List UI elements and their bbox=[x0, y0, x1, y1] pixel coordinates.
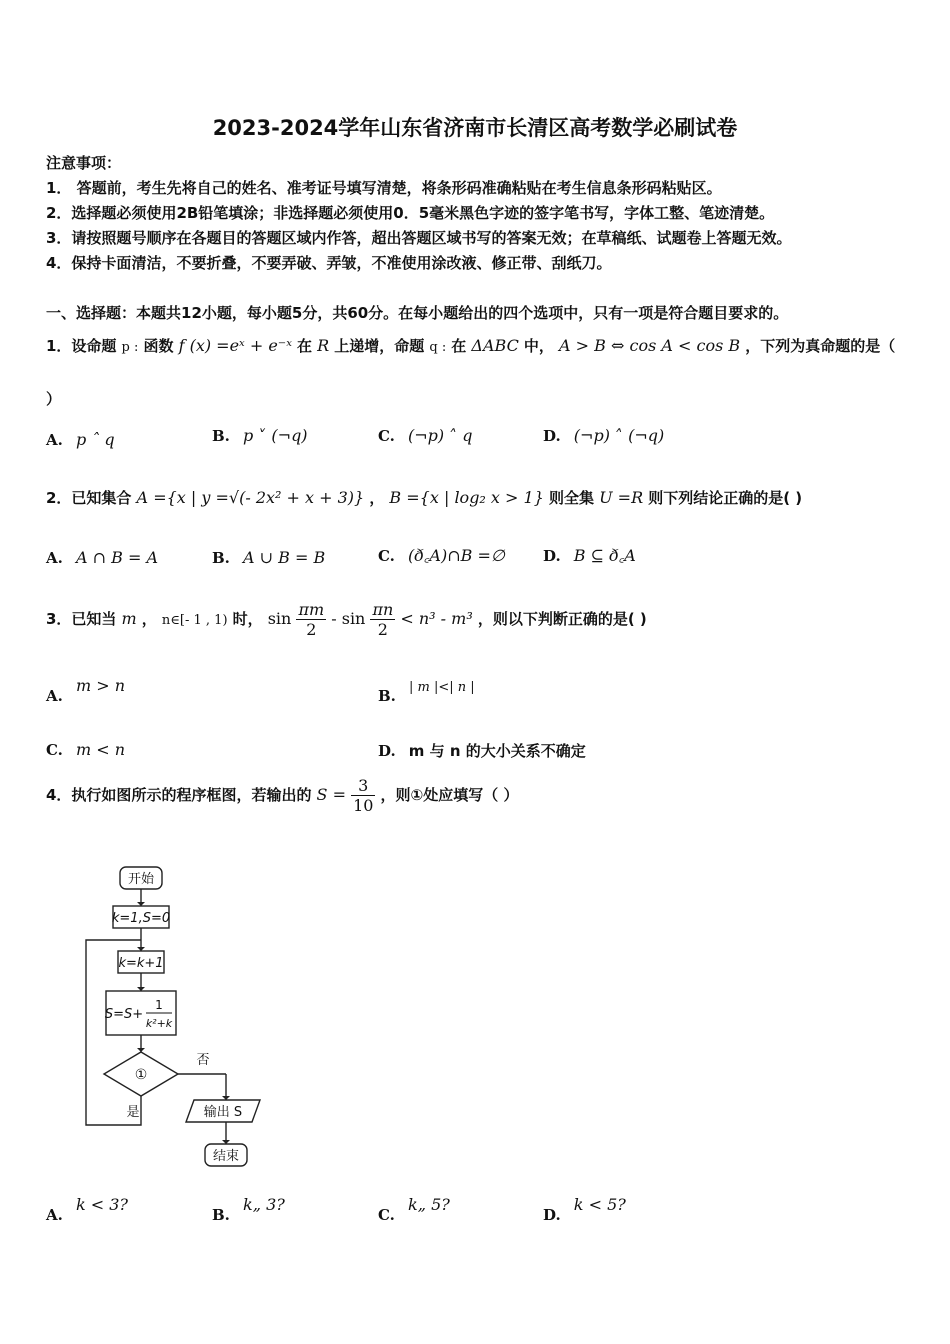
q1-R: R bbox=[317, 336, 330, 355]
notice-item: 2．选择题必须使用2B铅笔填涂；非选择题必须使用0．5毫米黑色字迹的签字笔书写，字体工整、笔迹清楚。 bbox=[46, 204, 775, 222]
section-heading: 一、选择题：本题共12小题，每小题5分，共60分。在每小题给出的四个选项中，只有一项是符合题目要求的。 bbox=[46, 304, 789, 322]
q3-option-c: C. m < n bbox=[46, 740, 126, 759]
flow-sum-numerator: 1 bbox=[155, 998, 163, 1012]
q4-option-a: A. k < 3? bbox=[46, 1195, 128, 1224]
q3-option-a: A. m > n bbox=[46, 676, 126, 705]
q1-text: 函数 bbox=[143, 337, 174, 355]
flow-sum-denominator: k²+k bbox=[145, 1017, 173, 1030]
q2-set-b: B ={x | log₂ x > 1} bbox=[389, 488, 544, 507]
flow-condition-text: ① bbox=[134, 1067, 148, 1083]
q1-text: 中， bbox=[523, 337, 554, 355]
question-4-stem: 4．执行如图所示的程序框图，若输出的 S = $\frac{3}{10}$ ，则①处应填写（ ） bbox=[46, 776, 519, 815]
q2-option-c: C. (ð꜀A)∩B =∅ bbox=[378, 546, 505, 565]
q3-fraction: $\frac{\pi m}{2}$ bbox=[298, 600, 325, 639]
q1-function: f (x) =eˣ + e⁻ˣ bbox=[178, 336, 292, 355]
q1-p: p : bbox=[121, 340, 139, 355]
flow-output-text: 输出 S bbox=[203, 1105, 243, 1120]
notice-item: 4．保持卡面清洁，不要折叠，不要弄破、弄皱，不准使用涂改液、修正带、刮纸刀。 bbox=[46, 254, 612, 272]
flow-step-text: k=k+1 bbox=[118, 956, 164, 971]
q1-triangle: ΔABC bbox=[471, 336, 519, 355]
q1-text: ，下列为真命题的是（ bbox=[745, 337, 896, 355]
q1-option-a: A. p ˆ q bbox=[46, 430, 115, 449]
notice-heading: 注意事项： bbox=[46, 154, 122, 172]
question-2-stem: 2．已知集合 A ={x | y =√(- 2x² + x + 3)} ， B ={x | log₂ x > 1} 则全集 U =R 则下列结论正确的是( ) bbox=[46, 488, 803, 507]
q3-range: n∈[- 1 , 1) bbox=[161, 613, 228, 628]
flowchart bbox=[80, 860, 280, 1180]
q1-option-b: B. p ˅ (¬q) bbox=[212, 426, 308, 445]
q4-option-d: D. k < 5? bbox=[543, 1195, 626, 1224]
q4-option-b: B. k„ 3? bbox=[212, 1195, 285, 1224]
flow-yes-label: 是 bbox=[126, 1105, 140, 1120]
flow-end-text: 结束 bbox=[212, 1149, 240, 1164]
q2-option-d: D. B ⊆ ð꜀A bbox=[543, 546, 636, 565]
flow-start-text: 开始 bbox=[127, 872, 155, 887]
q1-q: q : bbox=[429, 340, 447, 355]
q1-text: 在 bbox=[451, 337, 467, 355]
q4-fraction: $\frac{3}{10}$ bbox=[353, 776, 374, 815]
q1-option-d: D. (¬p) ˄ (¬q) bbox=[543, 426, 665, 445]
q1-condition: A > B ⇔ cos A < cos B bbox=[559, 336, 741, 355]
flow-init-text: k=1,S=0 bbox=[111, 911, 171, 926]
q2-option-a: A. A ∩ B = A bbox=[46, 548, 158, 567]
page-title: 2023-2024学年山东省济南市长清区高考数学必刷试卷 bbox=[212, 116, 738, 140]
q1-option-c: C. (¬p) ˄ q bbox=[378, 426, 473, 445]
q3-fraction: $\frac{\pi n}{2}$ bbox=[372, 600, 394, 639]
question-3-stem: 3．已知当 m ， n∈[- 1 , 1) 时， sin $\frac{\pi m}{2}$ - sin $\frac{\pi n}{2}$ < n³ - m³ ，则以下判断正确的是( ) bbox=[46, 600, 647, 639]
flow-sum-text: S=S+ bbox=[104, 1007, 144, 1022]
q2-universe: U =R bbox=[599, 488, 644, 507]
flow-no-label: 否 bbox=[196, 1053, 210, 1068]
notice-item: 3．请按照题号顺序在各题目的答题区域内作答，超出答题区域书写的答案无效；在草稿纸、试题卷上答题无效。 bbox=[46, 229, 792, 247]
q1-text: 1．设命题 bbox=[46, 337, 117, 355]
q2-set-a: A ={x | y =√(- 2x² + x + 3)} bbox=[136, 488, 365, 507]
q3-option-d: D. m 与 n 的大小关系不确定 bbox=[378, 742, 586, 760]
q4-option-c: C. k„ 5? bbox=[378, 1195, 450, 1224]
notice-item: 1． 答题前，考生先将自己的姓名、准考证号填写清楚，将条形码准确粘贴在考生信息条形码粘贴区。 bbox=[46, 179, 722, 197]
q1-text: 在 bbox=[297, 337, 313, 355]
q1-close-paren: ） bbox=[46, 390, 62, 408]
q2-option-b: B. A ∪ B = B bbox=[212, 548, 326, 567]
question-1-stem bbox=[46, 335, 895, 356]
q3-option-b: B. $^{| m |<| n |}$ bbox=[378, 680, 475, 705]
q1-text: 上递增，命题 bbox=[334, 337, 425, 355]
